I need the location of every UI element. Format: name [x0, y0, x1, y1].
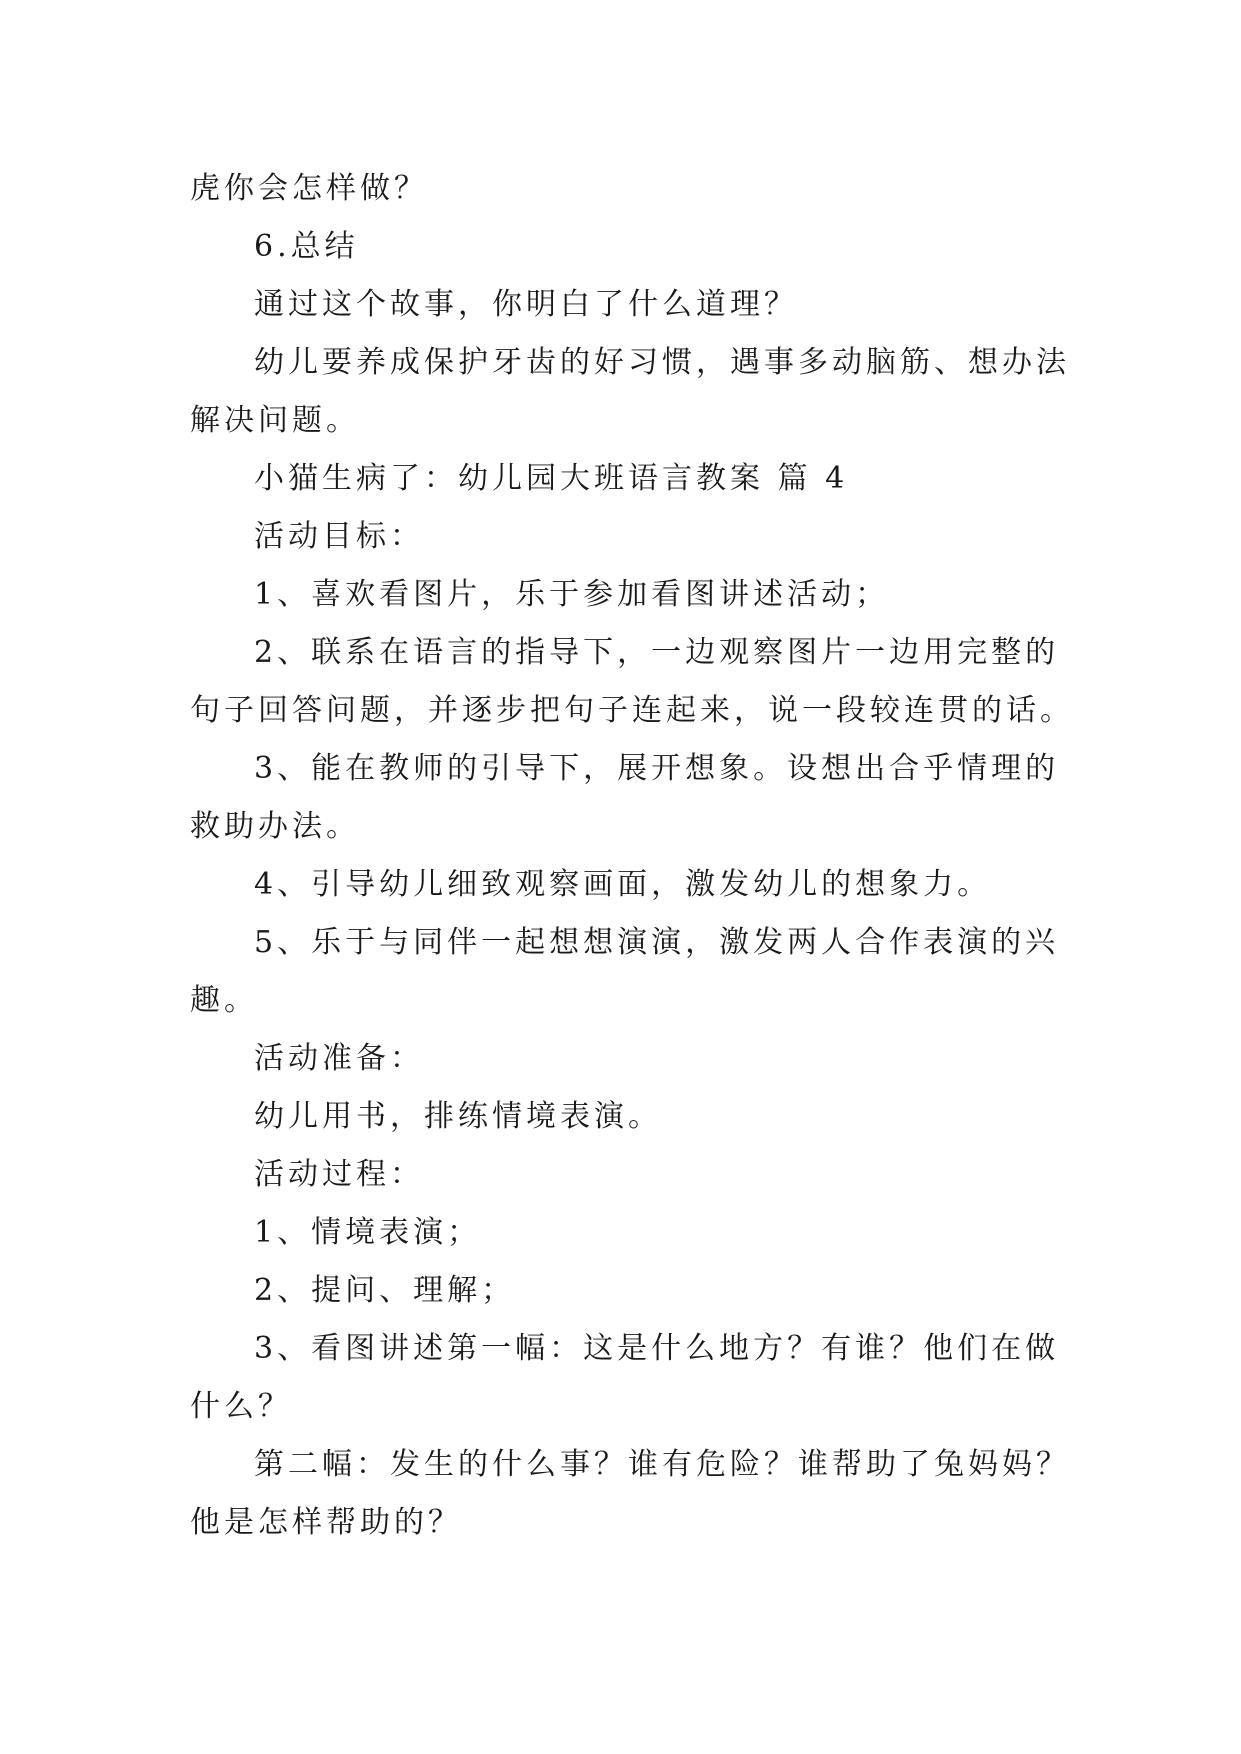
- section-heading: 活动准备：: [254, 1041, 424, 1076]
- article-title: 小猫生病了：幼儿园大班语言教案 篇 4: [254, 461, 849, 496]
- list-item: 1、喜欢看图片，乐于参加看图讲述活动；: [254, 577, 890, 612]
- text-line: 救助办法。: [190, 809, 360, 844]
- text-line: 解决问题。: [190, 403, 360, 438]
- text-line: 句子回答问题，并逐步把句子连起来，说一段较连贯的话。: [190, 693, 1074, 728]
- document-body: [190, 160, 1074, 1552]
- section-heading: 活动过程：: [254, 1157, 424, 1192]
- text-line: 什么？: [190, 1389, 292, 1424]
- text-line: 虎你会怎样做？: [190, 171, 428, 206]
- section-heading: 6.总结: [254, 229, 359, 264]
- list-item: 3、看图讲述第一幅：这是什么地方？有谁？他们在做: [254, 1331, 1060, 1366]
- list-item: 5、乐于与同伴一起想想演演，激发两人合作表演的兴: [254, 925, 1060, 960]
- list-item: 2、联系在语言的指导下，一边观察图片一边用完整的: [254, 635, 1060, 670]
- list-item: 4、引导幼儿细致观察画面，激发幼儿的想象力。: [254, 867, 992, 902]
- text-line: 趣。: [190, 983, 258, 1018]
- section-heading: 活动目标：: [254, 519, 424, 554]
- list-item: 1、情境表演；: [254, 1215, 482, 1250]
- list-item: 3、能在教师的引导下，展开想象。设想出合乎情理的: [254, 751, 1060, 786]
- text-line: 幼儿用书，排练情境表演。: [254, 1099, 662, 1134]
- text-line: 通过这个故事，你明白了什么道理？: [254, 287, 798, 322]
- text-line: 他是怎样帮助的？: [190, 1505, 462, 1540]
- text-line: 幼儿要养成保护牙齿的好习惯，遇事多动脑筋、想办法: [254, 345, 1070, 380]
- list-item: 2、提问、理解；: [254, 1273, 516, 1308]
- text-line: 第二幅：发生的什么事？谁有危险？谁帮助了兔妈妈？: [254, 1447, 1070, 1482]
